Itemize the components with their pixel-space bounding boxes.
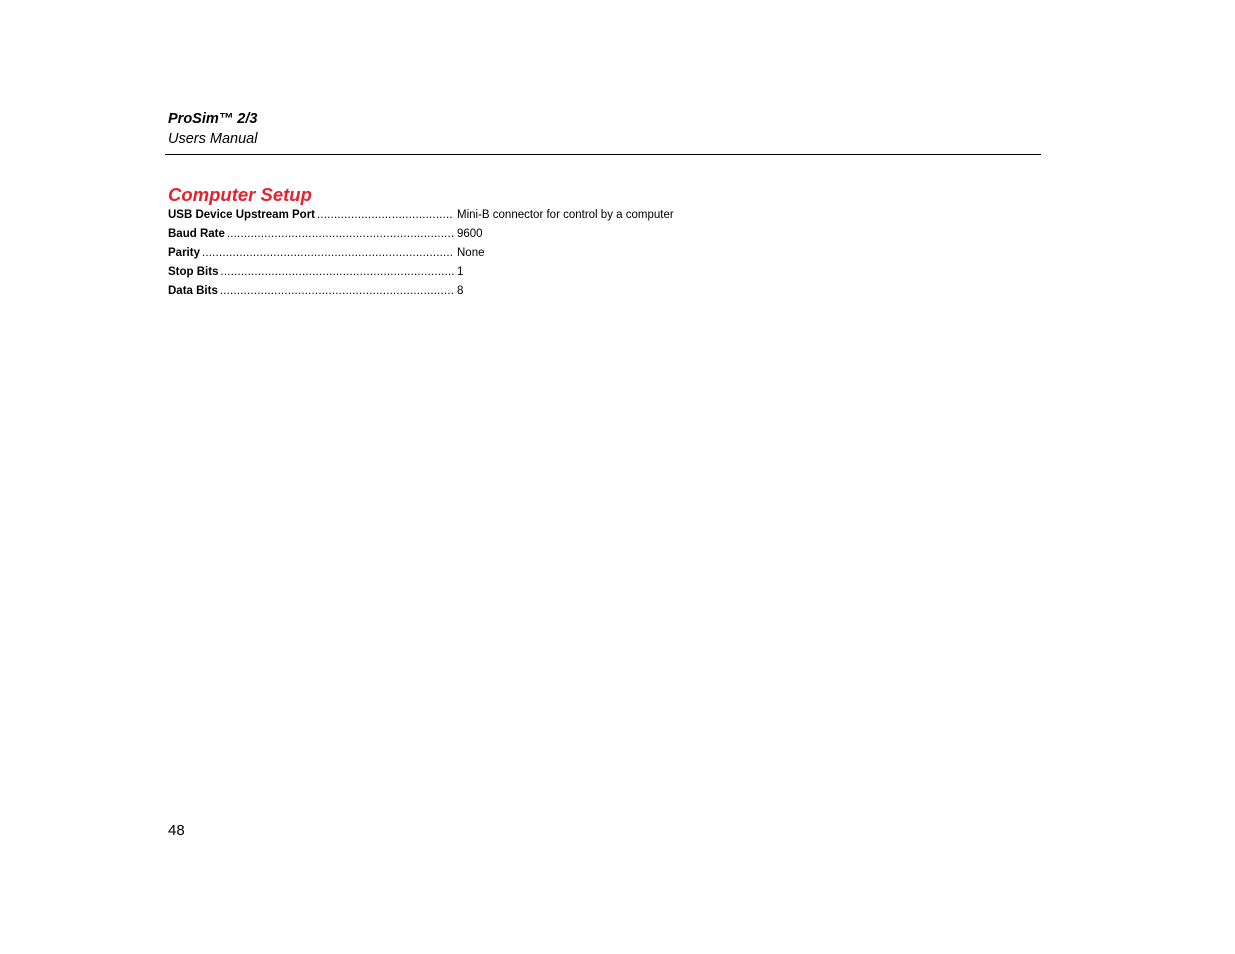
spec-leader xyxy=(168,206,457,225)
dot-leader xyxy=(202,244,454,263)
spec-value: 1 xyxy=(457,266,464,278)
spec-leader xyxy=(168,282,457,301)
spec-row-data-bits xyxy=(168,282,868,301)
spec-leader xyxy=(168,225,457,244)
product-title: ProSim™ 2/3 xyxy=(168,111,258,127)
spec-row-baud-rate xyxy=(168,225,868,244)
spec-value: None xyxy=(457,247,485,259)
page-header xyxy=(168,110,1041,149)
dot-leader xyxy=(317,206,454,225)
section-heading: Computer Setup xyxy=(168,184,312,205)
spec-leader xyxy=(168,244,457,263)
spec-row-parity xyxy=(168,244,868,263)
header-divider xyxy=(165,154,1041,155)
spec-label: Stop Bits xyxy=(168,266,219,278)
spec-row-usb-port xyxy=(168,206,868,225)
spec-list xyxy=(168,206,868,301)
dot-leader xyxy=(227,225,454,244)
page-number: 48 xyxy=(168,822,185,839)
spec-value: 8 xyxy=(457,285,464,297)
spec-value: 9600 xyxy=(457,228,483,240)
spec-label: Parity xyxy=(168,247,200,259)
spec-label: Data Bits xyxy=(168,285,218,297)
spec-row-stop-bits xyxy=(168,263,868,282)
manual-subtitle: Users Manual xyxy=(168,131,258,147)
spec-label: Baud Rate xyxy=(168,228,225,240)
spec-leader xyxy=(168,263,457,282)
spec-value: Mini-B connector for control by a computer xyxy=(457,209,674,221)
spec-label: USB Device Upstream Port xyxy=(168,209,315,221)
dot-leader xyxy=(220,263,454,282)
dot-leader xyxy=(220,282,454,301)
